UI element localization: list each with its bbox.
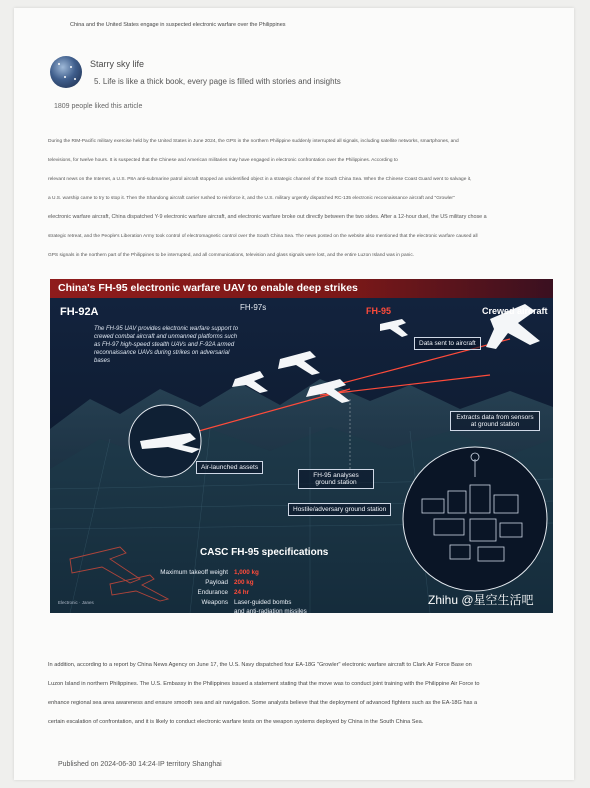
box-hostile-station: Hostile/adversary ground station bbox=[288, 503, 391, 516]
label-fh92a: FH-92A bbox=[60, 306, 99, 318]
paragraph-line: In addition, according to a report by China News Agency on June 17, the U.S. Navy dispatched four EA-18G "Growler" electronic warfare aircraft to Clark Air Force Base on bbox=[48, 662, 472, 668]
article-page bbox=[14, 8, 574, 780]
spec-row bbox=[150, 599, 291, 606]
spec-value: 200 kg bbox=[234, 579, 254, 586]
spec-row bbox=[150, 579, 254, 586]
spec-key: Payload bbox=[205, 579, 228, 586]
label-crewed-aircraft: Crewed aircraft bbox=[482, 306, 548, 316]
label-fh95: FH-95 bbox=[366, 306, 392, 316]
spec-key: Endurance bbox=[197, 589, 228, 596]
paragraph-line: relevant news on the Internet, a U.S. P8A anti-submarine patrol aircraft stopped an unidentified object in a strategic channel of the South China Sea. When the Chinese Coast Guard went to salvage it, bbox=[48, 177, 472, 182]
likes-count: 1809 people liked this article bbox=[54, 103, 143, 110]
spec-key: Weapons bbox=[201, 599, 228, 606]
paragraph-line: strategic retreat, and the People's Liberation Army took control of electromagnetic control over the South China Sea. The news posted on the website also mentioned that the electronic warfare caused all bbox=[48, 234, 478, 239]
paragraph-line: certain escalation of confrontation, and it is likely to conduct electronic warfare tests on the weapon systems deployed by China in the South China Sea. bbox=[48, 719, 424, 725]
image-credit: Electronic · Janes bbox=[58, 600, 94, 605]
author-motto: 5. Life is like a thick book, every page is filled with stories and insights bbox=[94, 77, 341, 86]
article-top-title: China and the United States engage in suspected electronic warfare over the Philippines bbox=[70, 22, 286, 28]
spec-value: 1,000 kg bbox=[234, 569, 259, 576]
paragraph-line: GPS signals in the northern part of the Philippines to be interrupted, and all communications, television and glass signals were lost, and the entire Luzon Island was in panic. bbox=[48, 253, 415, 258]
zhihu-watermark: Zhihu @星空生活吧 bbox=[428, 593, 534, 607]
avatar[interactable] bbox=[50, 56, 82, 88]
spec-row bbox=[150, 608, 307, 613]
label-fh97s: FH-97s bbox=[240, 303, 267, 312]
spec-value: and anti-radiation missiles bbox=[234, 608, 307, 613]
infographic-description: The FH-95 UAV provides electronic warfare support to crewed combat aircraft and unmanned platforms such as FH-97 high-speed stealth UAVs and F-92A armed reconnaissance UAVs during strikes on adversarial bases bbox=[94, 326, 239, 364]
paragraph-line: electronic warfare aircraft, China dispatched Y-9 electronic warfare aircraft, and electronic warfare broke out directly between the two sides. After a 12-hour duel, the US military chose a bbox=[48, 214, 487, 220]
article-body-top bbox=[48, 132, 553, 265]
spec-title: CASC FH-95 specifications bbox=[200, 547, 329, 558]
paragraph-line: televisions, for twelve hours. It is suspected that the Chinese and American militaries may have engaged in electronic confrontation over the Philippines. According to bbox=[48, 158, 398, 163]
spec-row bbox=[150, 569, 259, 576]
paragraph-line: During the RIM-Pacific military exercise held by the United States in June 2024, the GPS in the northern Philippine suddenly interrupted all signals, including satellite networks, smartphones, and bbox=[48, 139, 459, 144]
box-data-sent: Data sent to aircraft bbox=[414, 337, 481, 350]
infographic-title: China's FH-95 electronic warfare UAV to enable deep strikes bbox=[58, 282, 358, 294]
fh95-infographic bbox=[50, 279, 553, 613]
author-name[interactable]: Starry sky life bbox=[90, 59, 145, 69]
paragraph-line: Luzon Island in northern Philippines. The U.S. Embassy in the Philippines issued a statement stating that the move was to conduct joint training with the Philippine Air Force to bbox=[48, 681, 480, 687]
spec-value: Laser-guided bombs bbox=[234, 599, 292, 606]
box-air-launched: Air-launched assets bbox=[196, 461, 263, 474]
spec-value: 24 hr bbox=[234, 589, 250, 596]
spec-row bbox=[150, 589, 249, 596]
paragraph-line: enhance regional sea area awareness and ensure smooth sea and air navigation. Some analysts believe that the deployment of advanced fighters such as the EA-18G has a bbox=[48, 700, 478, 706]
article-body-bottom bbox=[48, 656, 553, 732]
box-fh95-analyses: FH-95 analyses ground station bbox=[298, 469, 374, 489]
box-extracts-data: Extracts data from sensors at ground station bbox=[450, 411, 540, 431]
published-info: Published on 2024-06-30 14:24·IP territory Shanghai bbox=[58, 761, 222, 768]
paragraph-line: a U.S. warship came to try to stop it. Then the Shandong aircraft carrier rushed to reinforce it, and the U.S. military urgently dispatched RC-135 electronic reconnaissance aircraft and "Growler" bbox=[48, 196, 455, 201]
spec-key: Maximum takeoff weight bbox=[160, 569, 228, 576]
